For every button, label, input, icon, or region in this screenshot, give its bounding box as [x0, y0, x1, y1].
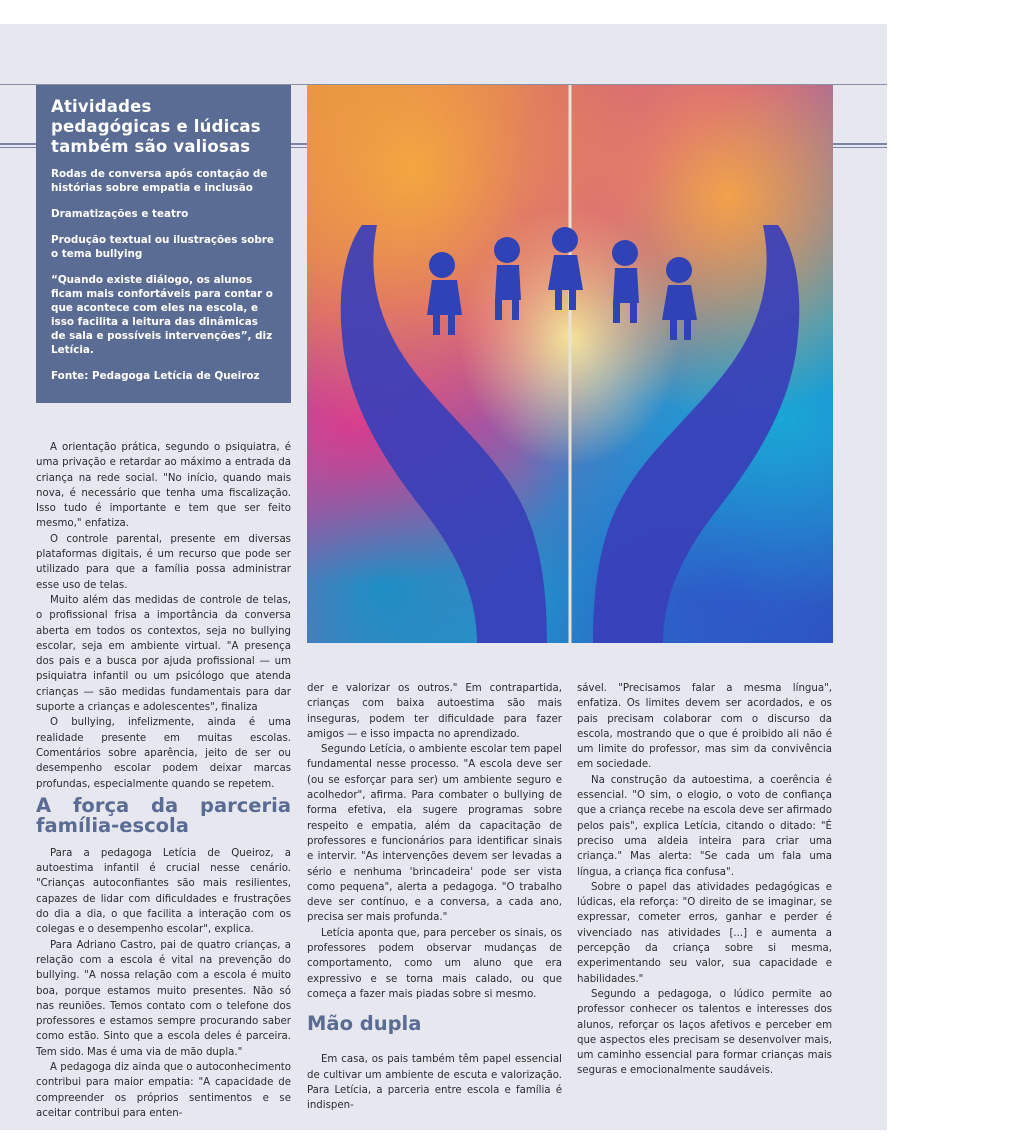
paragraph: Muito além das medidas de controle de telas, o profissional frisa a importância da conversa aberta em todos os contextos, seja no bullying escolar, seja em ambiente virtual. "A presença dos pais e a busca por ajuda profissional — um psiquiatra infantil ou um psicólogo que atenda crianças — são medidas fundamentais para dar suporte a crianças e adolescentes", finaliza [36, 594, 291, 714]
sidebar-item: Produção textual ou ilustrações sobre o tema bullying [51, 234, 274, 260]
paragraph: Segundo Letícia, o ambiente escolar tem papel fundamental nesse processo. "A escola deve ser (ou se esforçar para ser) um ambiente seguro e acolhedor", afirma. Para combater o bullying de forma efetiva, ela sugere programas sobre respeito e empatia, além da capacitação de professores e funcionários para identificar sinais e intervir. "As intervenções devem ser levadas a sério e nenhuma 'brincadeira' pode ser vista como pequena", alerta a pedagoga. "O trabalho deve ser contínuo, e a conversa, a cada ano, precisa ser mais profunda." [307, 744, 562, 924]
paragraph: der e valorizar os outros." Em contrapartida, crianças com baixa autoestima são mais inseguras, podem ter dificuldade para fazer amigos — e isso impacta no aprendizado. [307, 683, 562, 740]
hands-children-illustration [307, 85, 833, 643]
children-icons [427, 227, 697, 340]
illustration-hands-children [307, 85, 833, 643]
paragraph: A pedagoga diz ainda que o autoconhecimento contribui para maior empatia: "A capacidade de compreender os próprios sentimentos e se aceitar contribui para enten- [36, 1061, 291, 1119]
child-icon [662, 257, 697, 340]
sidebar-title: Atividades pedagógicas e lúdicas também são valiosas [51, 97, 261, 156]
paragraph: Em casa, os pais também têm papel essencial de cultivar um ambiente de escuta e valorização. Para Letícia, a parceria entre escola e família é indispen- [307, 1054, 562, 1112]
child-icon [612, 240, 639, 323]
paragraph: Na construção da autoestima, a coerência é essencial. "O sim, o elogio, o voto de confiança que a criança recebe na escola deve ser afirmado pelos pais", explica Letícia, citando o ditado: "É preciso uma aldeia inteira para criar uma criança." Mas alerta: "Se cada um fala uma língua, a criança fica confusa". [577, 774, 832, 878]
child-icon [427, 252, 462, 335]
paragraph: O bullying, infelizmente, ainda é uma realidade presente em muitas escolas. Comentários sobre aparência, jeito de ser ou desempenho escolar podem deixar marcas profundas, especialmente quando se repetem. [36, 717, 291, 790]
sidebar-source: Fonte: Pedagoga Letícia de Queiroz [51, 370, 260, 382]
sidebar-item: Rodas de conversa após contação de histórias sobre empatia e inclusão [51, 168, 268, 194]
section-heading: A força da parceria família-escola [36, 793, 291, 837]
paragraph: Para a pedagoga Letícia de Queiroz, a autoestima infantil é crucial nesse cenário. "Crianças autoconfiantes são mais resilientes, capazes de lidar com dificuldades e frustrações do dia a dia, o que facilita a interação com os colegas e o desempenho escolar", explica. [36, 847, 291, 936]
article-column-1 [36, 440, 291, 1121]
sidebar-item: Dramatizações e teatro [51, 208, 189, 220]
paragraph: Segundo a pedagoga, o lúdico permite ao professor conhecer os talentos e interesses dos alunos, reforçar os laços afetivos e perceber em que aspectos eles precisam se desenvolver mais, um caminho essencial para formar crianças mais seguras e emocionalmente saudáveis. [577, 988, 832, 1077]
child-icon [548, 227, 583, 310]
sidebar-box [36, 85, 291, 403]
article-column-2 [307, 681, 562, 1113]
paragraph: Sobre o papel das atividades pedagógicas e lúdicas, ela reforça: "O direito de se imaginar, se expressar, cometer erros, ganhar e perder é vivenciado nas atividades [...] e aumenta a percepção da criança sobre si mesma, experimentando seu valor, sua capacidade e habilidades." [577, 881, 832, 985]
paragraph: Para Adriano Castro, pai de quatro crianças, a relação com a escola é vital na prevenção do bullying. "A nossa relação com a escola é muito boa, porque estamos muito presentes. Não só nas reuniões. Temos contato com o telefone dos professores e estamos sempre procurando saber como estão. Sinto que a escola deles é parceira. Tem sido. Mas é uma via de mão dupla." [36, 939, 291, 1058]
paragraph: Letícia aponta que, para perceber os sinais, os professores podem observar mudanças de comportamento, como um aluno que era expressivo e se torna mais calado, ou que começa a fazer mais piadas sobre si mesmo. [307, 927, 562, 1000]
paragraph: O controle parental, presente em diversas plataformas digitais, é um recurso que pode ser utilizado para que a família possa administrar esse uso de telas. [36, 533, 291, 591]
child-icon [494, 237, 521, 320]
sidebar-quote: “Quando existe diálogo, os alunos ficam mais confortáveis para contar o que acontece com eles na escola, e isso facilita a leitura das dinâmicas de sala e possíveis intervenções”, diz Letícia. [51, 274, 273, 356]
paragraph: A orientação prática, segundo o psiquiatra, é uma privação e retardar ao máximo a entrada da criança na rede social. "No início, quando mais nova, é necessário que tenha uma fiscalização. Isso tudo é importante e tem que ser feito mesmo," enfatiza. [36, 442, 291, 530]
article-column-3 [577, 681, 832, 1079]
paragraph: sável. "Precisamos falar a mesma língua", enfatiza. Os limites devem ser acordados, e os pais precisam colaborar com o discurso da escola, mostrando que o que é proibido ali não é um limite do professor, mas sim da convivência em sociedade. [577, 683, 832, 771]
section-heading: Mão dupla [307, 1012, 422, 1036]
